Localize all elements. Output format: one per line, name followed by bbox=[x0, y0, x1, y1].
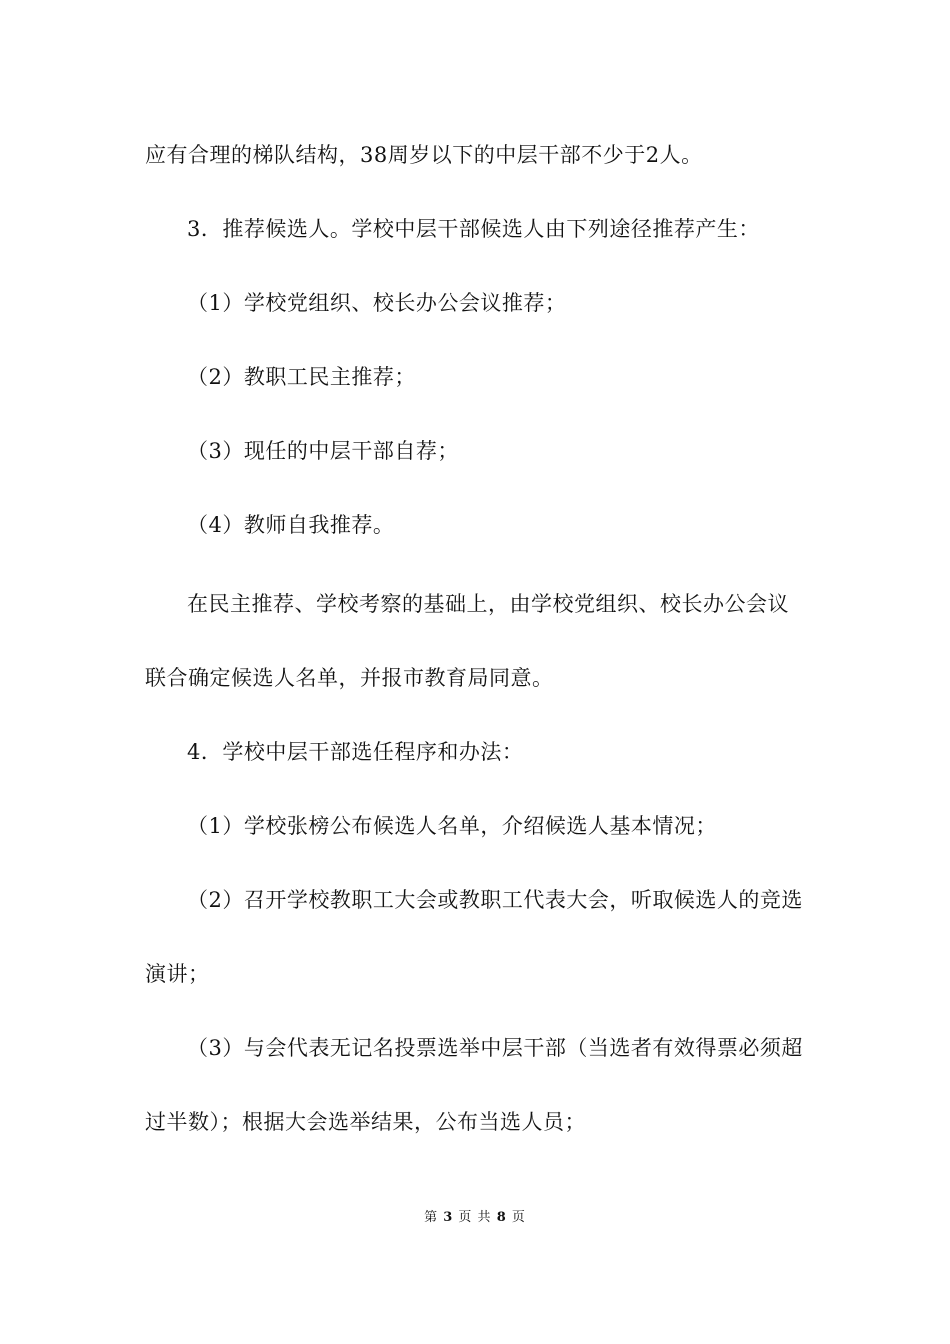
footer-total-pages: 8 bbox=[496, 1210, 507, 1225]
paragraph-2: 3．推荐候选人。学校中层干部候选人由下列途径推荐产生： bbox=[187, 217, 760, 241]
paragraph-5: （3）现任的中层干部自荐； bbox=[187, 439, 459, 463]
footer-suffix: 页 bbox=[511, 1210, 526, 1225]
footer-prefix: 第 bbox=[424, 1210, 439, 1225]
paragraph-3: （1）学校党组织、校长办公会议推荐； bbox=[187, 291, 567, 315]
paragraph-9: （1）学校张榜公布候选人名单，介绍候选人基本情况； bbox=[187, 814, 717, 838]
paragraph-4: （2）教职工民主推荐； bbox=[187, 365, 416, 389]
paragraph-10: （2）召开学校教职工大会或教职工代表大会，听取候选人的竞选演讲； bbox=[145, 888, 803, 986]
footer-middle: 页 共 bbox=[458, 1210, 492, 1225]
paragraph-11: （3）与会代表无记名投票选举中层干部（当选者有效得票必须超过半数）；根据大会选举结果，公布当选人员； bbox=[145, 1036, 803, 1134]
footer-page-number: 3 bbox=[443, 1210, 454, 1225]
paragraph-6: （4）教师自我推荐。 bbox=[187, 513, 395, 537]
page-footer bbox=[0, 1206, 950, 1225]
paragraph-8: 4．学校中层干部选任程序和办法： bbox=[187, 740, 524, 764]
paragraph-1: 应有合理的梯队结构，38周岁以下的中层干部不少于2人。 bbox=[145, 143, 703, 167]
paragraph-7: 在民主推荐、学校考察的基础上，由学校党组织、校长办公会议联合确定候选人名单，并报市教育局同意。 bbox=[145, 592, 789, 690]
